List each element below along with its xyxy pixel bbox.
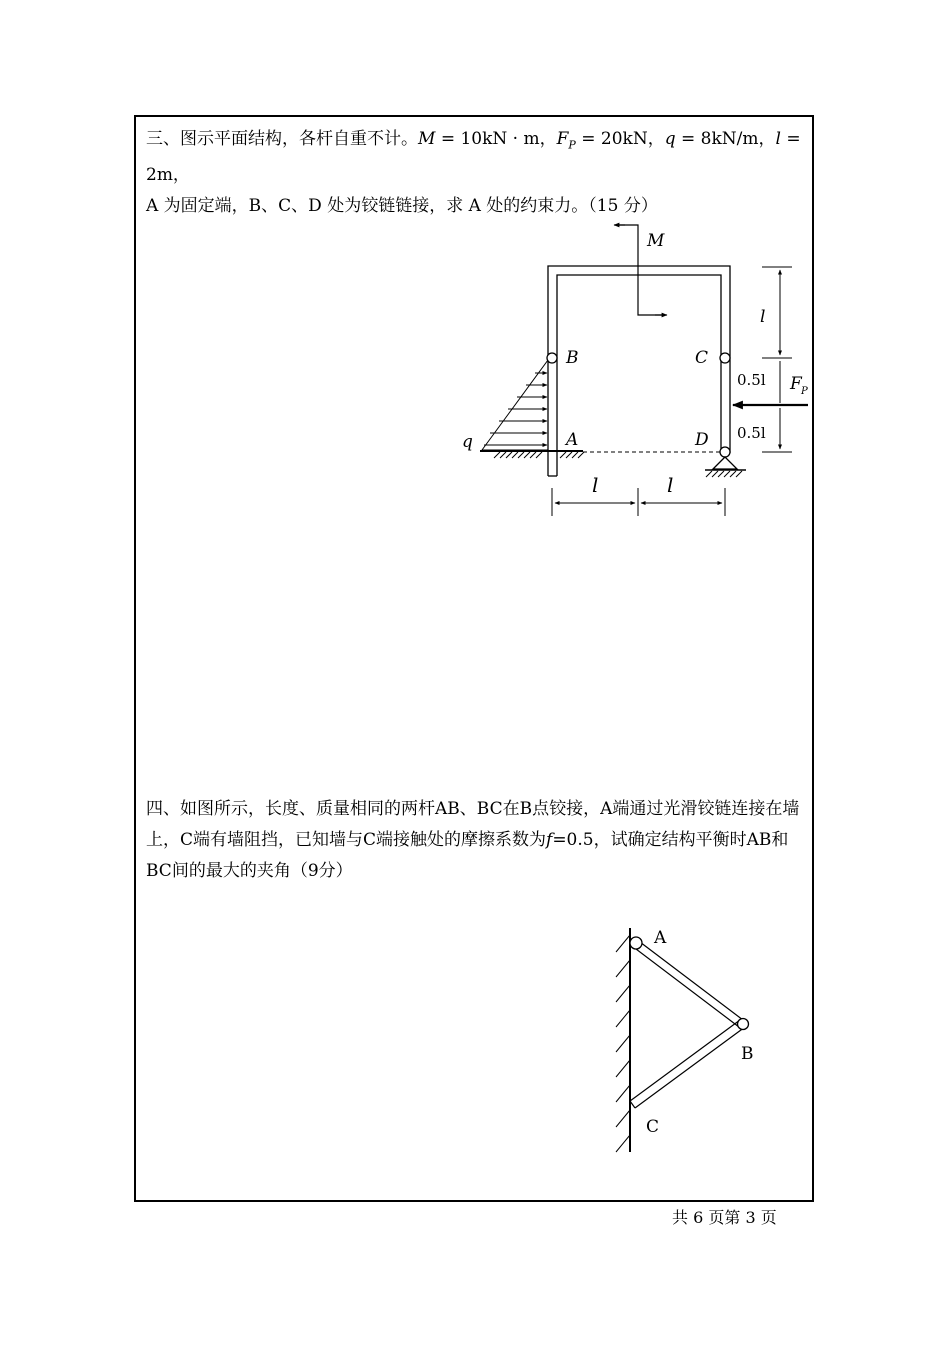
wall-hatch: [616, 935, 630, 1152]
label-B: B: [566, 348, 579, 368]
label-A: A: [566, 430, 579, 450]
frame-figure-labels: [462, 231, 808, 497]
rods-wall-figure: [616, 928, 749, 1152]
fixed-support-hatch: [494, 452, 584, 458]
page-footer: 共 6 页第 3 页: [672, 1208, 777, 1227]
label-C: C: [646, 1117, 660, 1137]
question-3-text: 三、图示平面结构，各杆自重不计。M = 10kN · m，$F_P = 20kN$，q = 8kN/m，l = 2m， A 为固定端，B、C、D 处为铰链链接，求 A 处的约束力。（15 分）: [146, 129, 801, 217]
label-D: D: [695, 430, 709, 450]
hinge-D: [720, 447, 730, 457]
label-B: B: [741, 1044, 754, 1064]
label-A: A: [654, 928, 667, 948]
question-4-text: 四、如图所示，长度、质量相同的两杆AB、BC在B点铰接，A端通过光滑铰链连接在墙上，C端有墙阻挡，已知墙与C端接触处的摩擦系数为f=0.5，试确定结构平衡时AB和BC间的最大的夹角（9分）: [146, 799, 800, 881]
hinge-B: [547, 353, 557, 363]
pin-support-D: [713, 457, 737, 469]
hinge-A: [630, 937, 642, 949]
label-FP-sub: P: [801, 386, 808, 397]
label-l-left: l: [592, 473, 599, 497]
label-C: C: [695, 348, 709, 368]
vertical-dimensions: [762, 267, 792, 452]
label-M: M: [647, 231, 665, 251]
horizontal-dimensions: [552, 488, 725, 516]
hinge-B: [738, 1019, 749, 1030]
label-l-top: l: [760, 307, 766, 327]
rod-AB: [632, 939, 743, 1027]
label-q: q: [462, 432, 473, 452]
label-FP: F: [790, 374, 802, 394]
hinge-C: [720, 353, 730, 363]
label-l-right: l: [667, 473, 674, 497]
rod-BC: [630, 1020, 745, 1108]
label-05l-lower: 0.5l: [737, 424, 766, 442]
label-05l-upper: 0.5l: [737, 371, 766, 389]
